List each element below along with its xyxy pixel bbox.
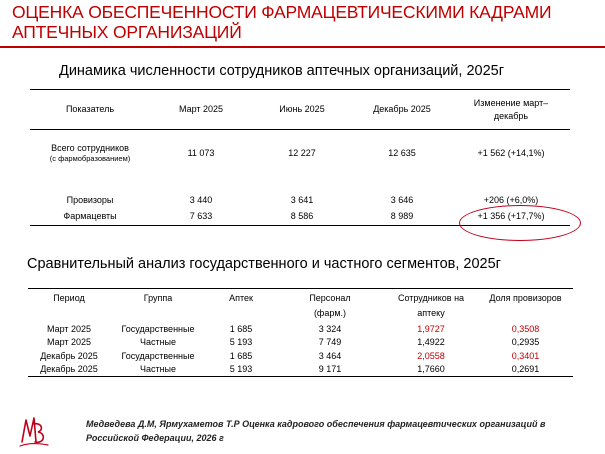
col-header-share: Доля провизоров [478,289,573,323]
cell-pharmacies: 1 685 [229,323,253,334]
cell-value: 3 440 [189,194,213,205]
table-row [30,130,570,177]
table2-title: Сравнительный анализ государственного и частного сегментов, 2025г [27,256,501,272]
col-header-march: Март 2025 [178,104,224,114]
cell-staff: 7 749 [318,337,342,348]
row-label-pharmacists: Провизоры [66,194,114,205]
row-label-pharmacy-techs: Фармацевты [63,210,117,221]
col-header-indicator: Показатель [65,104,115,114]
cell-value: 7 633 [189,210,213,221]
cell-value: 8 586 [290,210,314,221]
cell-value: 8 989 [390,210,414,221]
cell-period: Март 2025 [46,337,92,348]
cell-share: 0,2935 [511,337,540,348]
cell-per-pharmacy: 2,0558 [417,350,445,361]
cell-group: Государственные [121,323,195,334]
table1-title: Динамика численности сотрудников аптечных организаций, 2025г [59,63,505,79]
highlight-ellipse [459,205,581,241]
col-header-december: Декабрь 2025 [373,104,431,114]
cell-change: +206 (+6,0%) [483,194,539,205]
cell-staff: 9 171 [276,363,384,377]
cell-group: Частные [110,363,206,377]
cell-value: 12 635 [388,148,416,159]
col-header-june: Июнь 2025 [279,104,325,114]
cell-pharmacies: 5 193 [206,363,276,377]
cell-value: 12 227 [288,148,316,159]
cell-period: Декабрь 2025 [28,363,110,377]
cell-staff: 3 464 [318,350,342,361]
cell-share: 0,3508 [511,323,540,334]
monogram-logo-icon [16,412,52,450]
header-divider [0,46,605,48]
cell-value: 11 073 [187,148,215,159]
col-header-pharmacies: Аптек [206,289,276,323]
cell-pharmacies: 1 685 [229,350,253,361]
cell-per-pharmacy: 1,9727 [417,323,445,334]
cell-per-pharmacy: 1,7660 [384,363,478,377]
cell-group: Государственные [121,350,195,361]
cell-change: +1 562 (+14,1%) [477,148,545,159]
col-header-period: Период [28,289,110,323]
staff-dynamics-table [30,89,570,226]
table-row [28,350,573,364]
slide-title: ОЦЕНКА ОБЕСПЕЧЕННОСТИ ФАРМАЦЕВТИЧЕСКИМИ КАДРАМИ АПТЕЧНЫХ ОРГАНИЗАЦИЙ [12,2,552,42]
cell-value: 3 641 [290,194,314,205]
col-header-staff: Персонал (фарм.) [276,289,384,323]
cell-pharmacies: 5 193 [229,337,253,348]
col-header-change: Изменение март–декабрь [473,97,549,121]
col-header-per-pharmacy: Сотрудников на аптеку [384,289,478,323]
col-header-group: Группа [110,289,206,323]
cell-share: 0,2691 [478,363,573,377]
source-citation: Медведева Д.М, Ярмухаметов Т.Р Оценка кадрового обеспечения фармацевтических организаций в Российской Федерации, 2026 г [86,419,546,443]
cell-period: Март 2025 [46,323,92,334]
cell-value: 3 646 [390,194,414,205]
cell-period: Декабрь 2025 [40,350,98,361]
slide-header [0,0,605,45]
cell-staff: 3 324 [318,323,342,334]
table-row [28,336,573,350]
table-row [28,363,573,377]
cell-share: 0,3401 [511,350,540,361]
cell-per-pharmacy: 1,4922 [417,337,445,348]
table-row [28,323,573,337]
cell-change: +1 356 (+17,7%) [477,210,545,221]
row-label-total: Всего сотрудников (с фармобразованием) [49,142,131,163]
table-row [30,177,570,207]
segments-table [28,288,573,377]
cell-group: Частные [139,337,177,348]
